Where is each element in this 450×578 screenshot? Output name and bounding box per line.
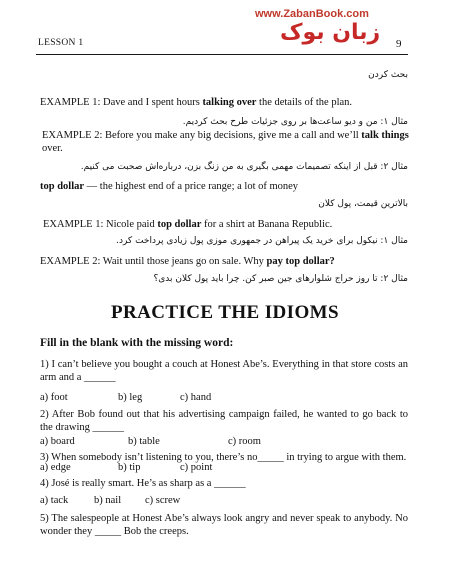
- exercise-instruction: Fill in the blank with the missing word:: [40, 337, 234, 349]
- logo-url: www.ZabanBook.com: [255, 8, 369, 20]
- question-text: 3) When somebody isn’t listening to you, there’s no_____ in trying to argue with them.: [40, 452, 407, 463]
- answer-option: a) board: [40, 436, 75, 447]
- idiom-term: top dollar: [40, 181, 85, 192]
- answer-option: c) screw: [145, 495, 181, 506]
- persian-example: مثال ۲: تا روز حراج شلوارهای جین صبر كن. چرا باید پول كلان بدی؟: [153, 274, 408, 284]
- answer-option: c) point: [180, 462, 213, 473]
- answer-option: b) nail: [94, 495, 122, 506]
- header-rule: [36, 54, 408, 55]
- persian-meaning: بالاترین قیمت، پول كلان: [318, 199, 408, 209]
- idiom-definition: top dollar — the highest end of a price range; a lot of money: [40, 181, 299, 192]
- example-sentence: EXAMPLE 2: Wait until those jeans go on sale. Why pay top dollar?: [40, 256, 335, 267]
- persian-example: مثال ۲: قبل از اینكه تصمیمات مهمی بگیری به من زنگ بزن، درباره‌اش صحبت می كنیم.: [80, 162, 408, 172]
- answer-option: b) leg: [118, 392, 143, 403]
- answer-option: c) room: [228, 436, 261, 447]
- example-sentence: EXAMPLE 1: Nicole paid top dollar for a shirt at Banana Republic.: [43, 219, 333, 230]
- answer-option: a) tack: [40, 495, 69, 506]
- idiom-highlight: talking over: [202, 97, 257, 108]
- example-sentence: EXAMPLE 1: Dave and I spent hours talking over the details of the plan.: [40, 97, 353, 108]
- idiom-highlight: pay top dollar?: [266, 256, 335, 267]
- page-number: 9: [396, 38, 402, 50]
- section-heading: PRACTICE THE IDIOMS: [111, 302, 339, 323]
- logo: زبان بوک: [280, 20, 381, 45]
- answer-option: b) table: [128, 436, 160, 447]
- persian-example: مثال ۱: نیكول برای خرید یک پیراهن در جمهوری موزی پول زیادی پرداخت كرد.: [116, 236, 408, 246]
- question-text: 4) José is really smart. He’s as sharp as a ______: [40, 478, 246, 489]
- persian-meaning: بحث كردن: [368, 70, 408, 80]
- answer-option: a) edge: [40, 462, 71, 473]
- answer-option: b) tip: [118, 462, 141, 473]
- question-text: 1) I can’t believe you bought a couch at Honest Abe’s. Everything in that store costs an arm and a ______: [40, 359, 408, 383]
- idiom-highlight: top dollar: [157, 219, 202, 230]
- question-text: 5) The salespeople at Honest Abe’s always look angry and never speak to anybody. No wonder they _____ Bob the creeps.: [40, 513, 408, 537]
- example-sentence: EXAMPLE 2: Before you make any big decisions, give me a call and we’ll talk things over.: [42, 130, 409, 154]
- lesson-label: LESSON 1: [38, 38, 84, 48]
- question-text: 2) After Bob found out that his advertising campaign failed, he wanted to go back to the drawing ______: [40, 409, 408, 433]
- idiom-highlight: talk things: [361, 130, 409, 141]
- persian-example: مثال ۱: من و دیو ساعت‌ها بر روی جزئیات طرح بحث كردیم.: [182, 117, 408, 127]
- answer-option: c) hand: [180, 392, 212, 403]
- answer-option: a) foot: [40, 392, 68, 403]
